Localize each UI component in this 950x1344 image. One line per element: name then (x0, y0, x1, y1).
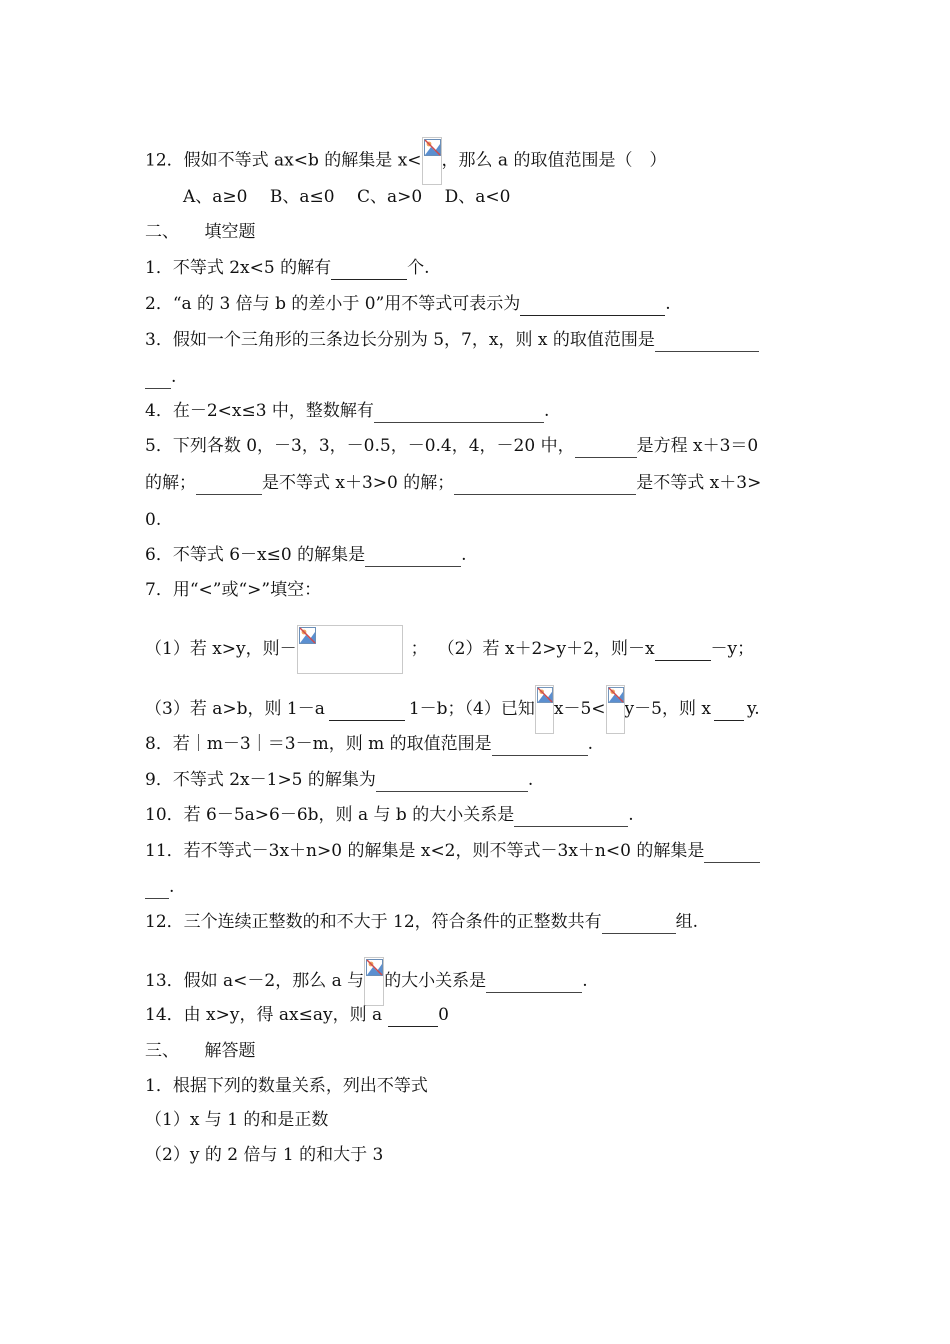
answer-blank[interactable] (486, 970, 582, 993)
fill-5-line-3: 0. (145, 510, 162, 530)
fill-4: 4．在－2<x≤3 中，整数解有 . (145, 401, 550, 421)
broken-image-icon (297, 625, 403, 674)
answer-blank[interactable] (374, 400, 544, 423)
broken-image-icon (606, 685, 625, 734)
fill-3-line-1: 3．假如一个三角形的三条边长分别为 5，7，x，则 x 的取值范围是 (145, 329, 810, 352)
answer-blank[interactable] (331, 257, 407, 280)
answer-blank[interactable] (196, 472, 262, 495)
answer-blank[interactable] (454, 472, 636, 495)
fill-11-line-2: . (145, 876, 810, 899)
answer-blank[interactable] (388, 1004, 438, 1027)
broken-image-icon (364, 957, 384, 1006)
answer-blank[interactable] (714, 698, 744, 721)
answer-blank[interactable] (704, 840, 760, 863)
solve-1-part-2: （2）y 的 2 倍与 1 的和大于 3 (145, 1145, 384, 1165)
fill-3-line-2: . (145, 366, 810, 389)
fill-6: 6．不等式 6－x≤0 的解集是 . (145, 545, 467, 565)
fill-14: 14．由 x>y，得 ax≤ay，则 a 0 (145, 1005, 449, 1025)
section-2-heading: 二、 填空题 (145, 222, 256, 242)
fill-7-row-1: （1）若 x>y，则－ ； （2）若 x＋2>y＋2，则－x －y； (145, 625, 810, 674)
fill-7-row-2: （3）若 a>b，则 1－a 1－b；（4）已知 x－5< y－5，则 x y. (145, 685, 810, 734)
answer-blank[interactable] (655, 638, 711, 661)
fill-9: 9．不等式 2x－1>5 的解集为 . (145, 770, 534, 790)
answer-blank[interactable] (575, 435, 637, 458)
answer-blank[interactable] (329, 698, 405, 721)
solve-1-part-1: （1）x 与 1 的和是正数 (145, 1110, 329, 1130)
fill-2: 2．“a 的 3 倍与 b 的差小于 0”用不等式可表示为 . (145, 294, 671, 314)
answer-blank[interactable] (365, 544, 461, 567)
answer-blank[interactable] (514, 804, 628, 827)
fill-12: 12．三个连续正整数的和不大于 12，符合条件的正整数共有 组. (145, 912, 699, 932)
fill-10: 10．若 6－5a>6－6b，则 a 与 b 的大小关系是 . (145, 805, 634, 825)
fill-7-stem: 7．用“<”或“>”填空： (145, 580, 322, 600)
answer-blank[interactable] (602, 911, 676, 934)
section-3-heading: 三、 解答题 (145, 1041, 256, 1061)
solve-1-stem: 1．根据下列的数量关系，列出不等式 (145, 1076, 428, 1096)
question-12-stem: 12．假如不等式 ax<b 的解集是 x< ，那么 a 的取值范围是（ ） (145, 137, 810, 185)
answer-blank-continued[interactable] (145, 876, 169, 899)
fill-11-line-1: 11．若不等式－3x＋n>0 的解集是 x<2，则不等式－3x＋n<0 的解集是 (145, 840, 810, 863)
answer-blank[interactable] (655, 329, 759, 352)
answer-blank-continued[interactable] (145, 366, 171, 389)
fill-5-line-2: 的解； 是不等式 x＋3>0 的解； 是不等式 x＋3> (145, 473, 762, 493)
fill-5-line-1: 5．下列各数 0，－3，3，－0.5，－0.4，4，－20 中， 是方程 x＋3＝0 (145, 436, 759, 456)
broken-image-icon (535, 685, 554, 734)
answer-blank[interactable] (376, 769, 528, 792)
fill-13: 13．假如 a<－2，那么 a 与 的大小关系是 . (145, 957, 810, 1006)
answer-blank[interactable] (520, 293, 665, 316)
question-12-options: A、a≥0 B、a≤0 C、a>0 D、a<0 (183, 187, 511, 207)
fill-1: 1．不等式 2x<5 的解有 个. (145, 258, 430, 278)
fill-8: 8．若｜m－3｜＝3－m，则 m 的取值范围是 . (145, 734, 594, 754)
answer-blank[interactable] (492, 733, 588, 756)
broken-image-icon (422, 137, 442, 185)
